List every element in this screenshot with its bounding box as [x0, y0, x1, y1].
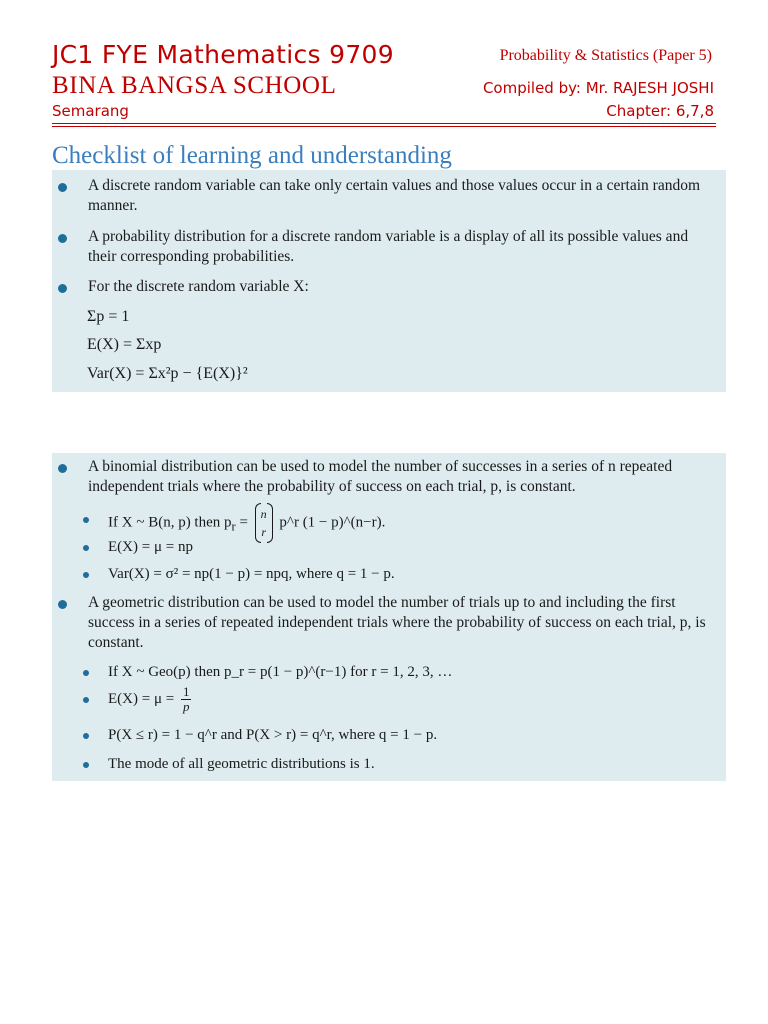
item-text: For the discrete random variable X:	[88, 278, 309, 295]
geometric-mean: E(X) = μ = $\frac{1}{p}$	[108, 685, 708, 714]
formula-variance: Var(X) = Σx²p − {E(X)}²	[87, 365, 248, 382]
binomial-probability: If X ~ B(n, p) then $p_r$ = n r p^r (1 − p)^(n−r).	[108, 503, 708, 543]
school-city: Semarang	[52, 102, 129, 120]
distributions-box	[52, 453, 726, 781]
binomial-coefficient: n r	[255, 503, 273, 543]
sub-bullet-icon	[83, 762, 89, 768]
chapter-label: Chapter: 6,7,8	[606, 102, 714, 120]
fraction: $\frac{1}{p}$	[182, 684, 190, 714]
binomial-mean: E(X) = μ = np	[108, 537, 708, 557]
header-divider-bottom	[52, 126, 716, 127]
checklist-item-geometric	[88, 593, 708, 653]
checklist-item	[88, 227, 708, 267]
item-text: A probability distribution for a discrete random variable is a display of all its possible values and their corresponding probabilities.	[88, 228, 689, 265]
bullet-icon	[58, 284, 67, 293]
geometric-probability: If X ~ Geo(p) then p_r = p(1 − p)^(r−1) for r = 1, 2, 3, …	[108, 662, 708, 682]
sub-bullet-icon	[83, 517, 89, 523]
bullet-icon	[58, 600, 67, 609]
bullet-icon	[58, 464, 67, 473]
discrete-variable-box	[52, 170, 726, 392]
checklist-item-binomial	[88, 457, 708, 497]
sub-bullet-icon	[83, 697, 89, 703]
checklist-item	[88, 277, 708, 297]
subject-label: Probability & Statistics (Paper 5)	[499, 47, 712, 64]
checklist-item	[88, 176, 708, 216]
geometric-cumulative: P(X ≤ r) = 1 − q^r and P(X > r) = q^r, where q = 1 − p.	[108, 725, 708, 745]
header-divider-top	[52, 123, 716, 124]
item-text: A discrete random variable can take only certain values and those values occur in a certain random manner.	[88, 177, 701, 214]
bullet-icon	[58, 234, 67, 243]
school-name: BINA BANGSA SCHOOL	[52, 72, 337, 99]
item-text: A binomial distribution can be used to model the number of successes in a series of n repeated independent trials where the probability of success on each trial, p, is constant.	[88, 458, 673, 495]
geometric-mode: The mode of all geometric distributions is 1.	[108, 754, 708, 774]
binomial-variance: Var(X) = σ² = np(1 − p) = npq, where q = 1 − p.	[108, 564, 708, 584]
document-title: JC1 FYE Mathematics 9709	[52, 40, 394, 69]
sub-bullet-icon	[83, 733, 89, 739]
formula-sum-p: Σp = 1	[87, 308, 130, 325]
bullet-icon	[58, 183, 67, 192]
item-text: A geometric distribution can be used to model the number of trials up to and including the first success in a series of repeated independent trials where the probability of success on each trial, p, is constant.	[88, 594, 706, 651]
sub-bullet-icon	[83, 572, 89, 578]
section-heading: Checklist of learning and understanding	[52, 142, 452, 169]
formula-expectation: E(X) = Σxp	[87, 336, 162, 353]
author-label: Compiled by: Mr. RAJESH JOSHI	[482, 79, 714, 97]
sub-bullet-icon	[83, 670, 89, 676]
sub-bullet-icon	[83, 545, 89, 551]
